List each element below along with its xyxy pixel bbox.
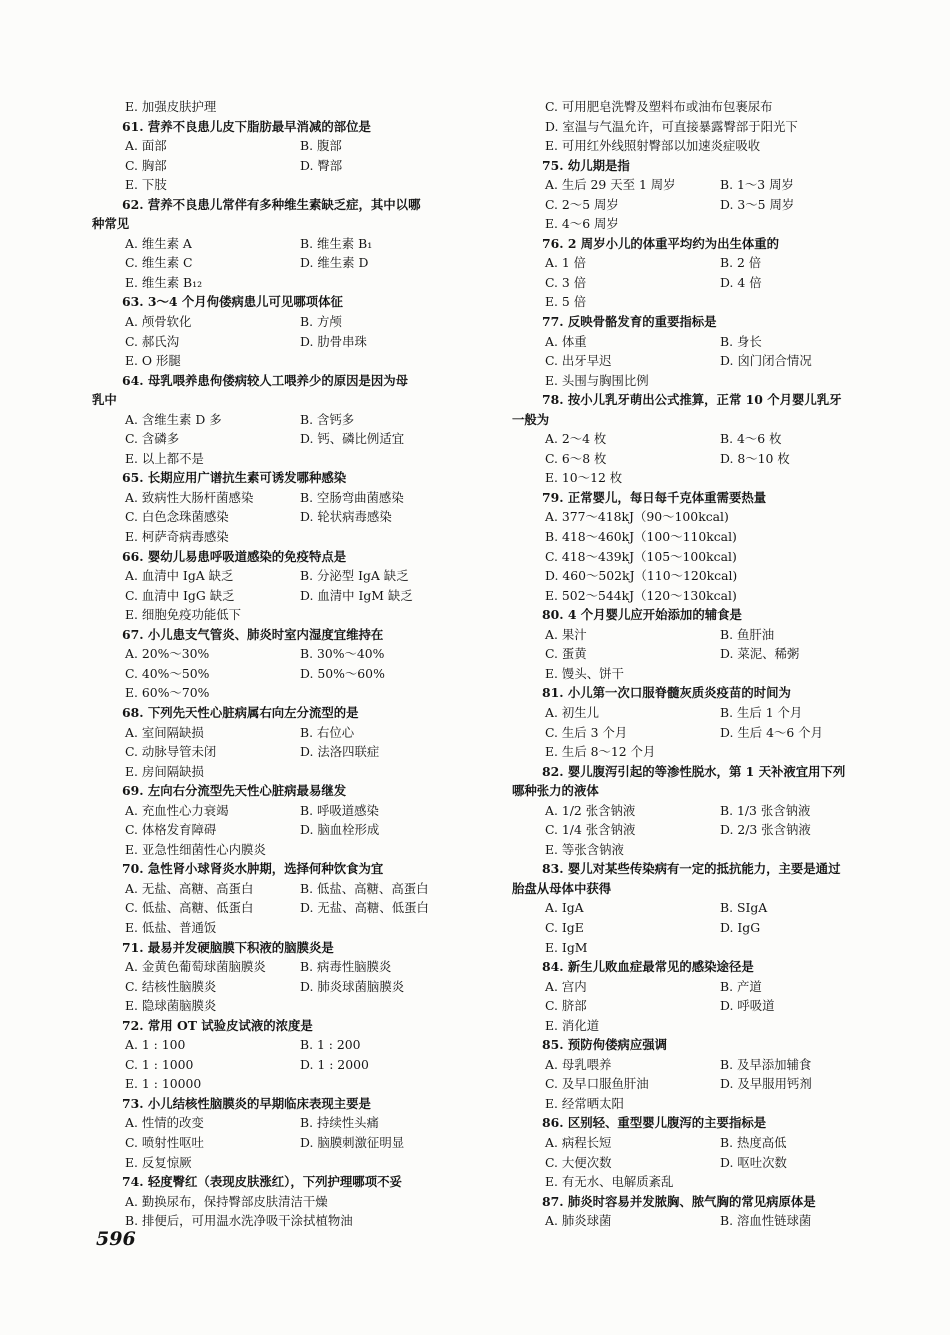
option-line — [92, 918, 490, 938]
question-stem-continuation — [92, 390, 490, 410]
option-text: B. 含钙多 — [300, 411, 355, 427]
option-line — [92, 683, 490, 703]
option-text: B. SIgA — [720, 900, 768, 916]
option-text: D. 脑膜刺激征明显 — [300, 1134, 405, 1150]
option-text: B. 1 : 200 — [300, 1037, 361, 1053]
option-line — [92, 840, 490, 860]
option-line — [512, 977, 902, 997]
question-text: 66. 婴幼儿易患呼吸道感染的免疫特点是 — [122, 548, 347, 564]
option-text: B. 热度高低 — [720, 1134, 787, 1150]
question-stem — [512, 605, 902, 625]
question-stem — [92, 1094, 490, 1114]
option-line — [512, 644, 902, 664]
option-text: A. 初生儿 — [545, 704, 599, 720]
option-line — [92, 977, 490, 997]
option-line — [512, 1055, 902, 1075]
option-text: E. 1 : 10000 — [125, 1076, 202, 1092]
question-text: 75. 幼儿期是指 — [542, 157, 630, 173]
option-text: D. 血清中 IgM 缺乏 — [300, 587, 413, 603]
option-text: B. 腹部 — [300, 138, 342, 154]
option-text: D. IgG — [720, 919, 761, 935]
option-line — [512, 1133, 902, 1153]
option-line — [92, 449, 490, 469]
option-text: B. 2 倍 — [720, 255, 762, 271]
option-text: B. 4～6 枚 — [720, 431, 782, 447]
option-line — [92, 1113, 490, 1133]
option-text: A. 宫内 — [545, 978, 587, 994]
option-line — [512, 332, 902, 352]
question-text: 65. 长期应用广谱抗生素可诱发哪种感染 — [122, 470, 347, 486]
option-text: A. 体重 — [545, 333, 587, 349]
option-line — [92, 312, 490, 332]
option-text: D. 50%～60% — [300, 665, 385, 681]
option-text: E. 下肢 — [125, 177, 167, 193]
option-text: B. 方颅 — [300, 314, 342, 330]
question-stem — [92, 195, 490, 215]
option-text: B. 分泌型 IgA 缺乏 — [300, 568, 409, 584]
question-text: 乳中 — [92, 392, 117, 408]
option-text: D. 轮状病毒感染 — [300, 509, 392, 525]
option-line — [92, 1211, 490, 1231]
option-text: A. 20%～30% — [125, 646, 210, 662]
option-line — [512, 1074, 902, 1094]
option-text: E. 以上都不是 — [125, 450, 204, 466]
option-text: B. 418～460kJ（100～110kcal) — [545, 529, 737, 545]
question-text: 83. 婴儿对某些传染病有一定的抵抗能力，主要是通过 — [542, 861, 841, 877]
option-line — [92, 97, 490, 117]
option-text: B. 低盐、高糖、高蛋白 — [300, 880, 429, 896]
option-line — [92, 1055, 490, 1075]
question-text: 84. 新生儿败血症最常见的感染途径是 — [542, 959, 754, 975]
option-line — [92, 1192, 490, 1212]
option-text: C. 1 : 1000 — [125, 1056, 194, 1072]
question-text: 86. 区别轻、重型婴儿腹泻的主要指标是 — [542, 1115, 767, 1131]
option-text: E. 馒头、饼干 — [545, 665, 624, 681]
option-line — [512, 840, 902, 860]
option-text: E. O 形腿 — [125, 353, 181, 369]
question-stem — [92, 781, 490, 801]
option-text: B. 溶血性链球菌 — [720, 1213, 812, 1229]
option-text: C. 白色念珠菌感染 — [125, 509, 229, 525]
option-text: D. 呕吐次数 — [720, 1154, 787, 1170]
option-text: B. 持续性头痛 — [300, 1115, 379, 1131]
option-text: C. 1/4 张含钠液 — [545, 822, 636, 838]
option-text: D. 3～5 周岁 — [720, 196, 795, 212]
option-text: A. 肺炎球菌 — [545, 1213, 612, 1229]
question-text: 69. 左向右分流型先天性心脏病最易继发 — [122, 783, 347, 799]
question-text: 76. 2 周岁小儿的体重平均约为出生体重的 — [542, 235, 780, 251]
option-text: D. 菜泥、稀粥 — [720, 646, 800, 662]
option-text: C. 动脉导管未闭 — [125, 744, 217, 760]
option-line — [512, 1016, 902, 1036]
option-line — [512, 351, 902, 371]
option-text: D. 肋骨串珠 — [300, 333, 367, 349]
option-text: C. 及早口服鱼肝油 — [545, 1076, 649, 1092]
option-text: D. 脑血栓形成 — [300, 822, 380, 838]
question-stem — [512, 234, 902, 254]
question-stem — [92, 371, 490, 391]
option-line — [92, 586, 490, 606]
question-stem — [512, 488, 902, 508]
option-line — [512, 117, 902, 137]
option-text: B. 维生素 B₁ — [300, 235, 373, 251]
option-text: B. 身长 — [720, 333, 762, 349]
option-text: D. 4 倍 — [720, 274, 762, 290]
question-stem — [92, 625, 490, 645]
option-text: C. 郝氏沟 — [125, 333, 180, 349]
option-text: E. 头围与胸围比例 — [545, 372, 649, 388]
question-stem-continuation — [512, 781, 902, 801]
option-text: A. 含维生素 D 多 — [125, 411, 222, 427]
option-line — [512, 566, 902, 586]
option-text: A. 1/2 张含钠液 — [545, 802, 636, 818]
option-text: A. 377～418kJ（90～100kcal) — [545, 509, 729, 525]
option-line — [92, 410, 490, 430]
option-line — [92, 820, 490, 840]
option-line — [92, 879, 490, 899]
option-text: D. 无盐、高糖、低蛋白 — [300, 900, 429, 916]
option-text: A. 1 : 100 — [125, 1037, 186, 1053]
option-text: B. 30%～40% — [300, 646, 385, 662]
option-text: E. 4～6 周岁 — [545, 216, 619, 232]
option-line — [92, 253, 490, 273]
option-line — [512, 547, 902, 567]
option-line — [92, 664, 490, 684]
question-text: 81. 小儿第一次口服脊髓灰质炎疫苗的时间为 — [542, 685, 791, 701]
question-text: 77. 反映骨骼发育的重要指标是 — [542, 314, 717, 330]
option-line — [92, 996, 490, 1016]
option-text: C. 可用肥皂洗臀及塑料布或油布包裹尿布 — [545, 99, 773, 114]
option-line — [92, 723, 490, 743]
option-text: E. IgM — [545, 939, 588, 955]
option-text: D. 1 : 2000 — [300, 1056, 369, 1072]
option-text: C. 血清中 IgG 缺乏 — [125, 587, 235, 603]
question-text: 哪种张力的液体 — [512, 783, 599, 799]
question-text: 72. 常用 OT 试验皮试液的浓度是 — [122, 1017, 313, 1033]
option-text: D. 法洛四联症 — [300, 744, 380, 760]
question-text: 70. 急性肾小球肾炎水肿期，选择何种饮食为宜 — [122, 861, 384, 877]
option-line — [92, 742, 490, 762]
question-text: 71. 最易并发硬脑膜下积液的脑膜炎是 — [122, 939, 334, 955]
right-column — [512, 97, 902, 1231]
page-number: 596 — [96, 1228, 136, 1250]
option-text: A. 果汁 — [545, 626, 587, 642]
option-text: D. 生后 4～6 个月 — [720, 724, 823, 740]
option-line — [92, 957, 490, 977]
option-line — [512, 175, 902, 195]
question-text: 64. 母乳喂养患佝偻病较人工喂养少的原因是因为母 — [122, 372, 409, 388]
option-text: C. 维生素 C — [125, 255, 193, 271]
option-line — [512, 938, 902, 958]
question-stem — [92, 468, 490, 488]
question-text: 73. 小儿结核性脑膜炎的早期临床表现主要是 — [122, 1095, 371, 1111]
option-text: C. 脐部 — [545, 998, 587, 1014]
question-stem — [92, 547, 490, 567]
question-text: 82. 婴儿腹泻引起的等渗性脱水，第 1 天补液宜用下列 — [542, 763, 846, 779]
option-text: D. 维生素 D — [300, 255, 369, 271]
question-text: 62. 营养不良患儿常伴有多种维生素缺乏症，其中以哪 — [122, 196, 421, 212]
option-line — [92, 1074, 490, 1094]
option-text: E. 房间隔缺损 — [125, 763, 204, 779]
option-line — [92, 605, 490, 625]
option-line — [92, 234, 490, 254]
option-text: A. 面部 — [125, 138, 167, 154]
question-stem — [512, 859, 902, 879]
option-text: C. 40%～50% — [125, 665, 210, 681]
option-text: A. 充血性心力衰竭 — [125, 802, 229, 818]
option-line — [512, 449, 902, 469]
question-stem — [92, 1016, 490, 1036]
question-stem-continuation — [92, 214, 490, 234]
question-stem — [92, 938, 490, 958]
option-text: C. 生后 3 个月 — [545, 724, 628, 740]
question-stem — [512, 762, 902, 782]
option-text: A. 室间隔缺损 — [125, 724, 204, 740]
option-line — [512, 1211, 902, 1231]
option-text: E. 亚急性细菌性心内膜炎 — [125, 841, 266, 857]
option-line — [512, 253, 902, 273]
option-text: E. 经常晒太阳 — [545, 1095, 624, 1111]
option-line — [512, 292, 902, 312]
question-text: 68. 下列先天性心脏病属右向左分流型的是 — [122, 704, 359, 720]
question-text: 67. 小儿患支气管炎、肺炎时室内湿度宜维持在 — [122, 626, 384, 642]
option-text: E. 消化道 — [545, 1017, 600, 1033]
option-text: E. 生后 8～12 个月 — [545, 744, 656, 760]
option-line — [92, 1035, 490, 1055]
option-text: C. 喷射性呕吐 — [125, 1134, 204, 1150]
option-text: B. 1/3 张含钠液 — [720, 802, 811, 818]
question-stem — [512, 683, 902, 703]
option-line — [512, 742, 902, 762]
option-line — [512, 1172, 902, 1192]
option-text: A. 血清中 IgA 缺乏 — [125, 568, 234, 584]
option-line — [92, 175, 490, 195]
option-text: E. 柯萨奇病毒感染 — [125, 529, 229, 545]
question-stem — [512, 156, 902, 176]
question-stem-continuation — [512, 879, 902, 899]
option-line — [512, 371, 902, 391]
option-line — [92, 644, 490, 664]
option-text: B. 排便后，可用温水洗净吸干涂拭植物油 — [125, 1213, 353, 1229]
option-line — [512, 586, 902, 606]
option-text: C. 结核性脑膜炎 — [125, 978, 217, 994]
option-line — [92, 156, 490, 176]
question-text: 种常见 — [92, 216, 130, 232]
option-text: D. 肺炎球菌脑膜炎 — [300, 978, 405, 994]
question-stem — [92, 117, 490, 137]
question-text: 80. 4 个月婴儿应开始添加的辅食是 — [542, 607, 742, 623]
option-line — [92, 488, 490, 508]
option-text: B. 右位心 — [300, 724, 355, 740]
option-text: A. 颅骨软化 — [125, 314, 192, 330]
option-text: E. 有无水、电解质紊乱 — [545, 1174, 674, 1190]
option-text: C. 2～5 周岁 — [545, 196, 619, 212]
option-line — [512, 723, 902, 743]
option-text: B. 呼吸道感染 — [300, 802, 379, 818]
option-text: B. 鱼肝油 — [720, 626, 775, 642]
left-column — [92, 97, 490, 1231]
option-line — [92, 332, 490, 352]
option-line — [512, 898, 902, 918]
option-line — [92, 527, 490, 547]
question-stem — [512, 390, 902, 410]
question-stem — [512, 1035, 902, 1055]
option-text: D. 8～10 枚 — [720, 450, 790, 466]
option-text: C. 体格发育障碍 — [125, 822, 217, 838]
option-line — [92, 429, 490, 449]
question-text: 87. 肺炎时容易并发脓胸、脓气胸的常见病原体是 — [542, 1193, 816, 1209]
option-text: A. 母乳喂养 — [545, 1056, 612, 1072]
option-text: C. 3 倍 — [545, 274, 587, 290]
option-text: E. 5 倍 — [545, 294, 587, 310]
option-text: C. 大便次数 — [545, 1154, 612, 1170]
option-text: C. 6～8 枚 — [545, 450, 607, 466]
option-line — [512, 996, 902, 1016]
option-text: E. 502～544kJ（120～130kcal) — [545, 587, 737, 603]
option-line — [512, 97, 902, 117]
question-stem — [92, 1172, 490, 1192]
option-text: A. 性情的改变 — [125, 1115, 204, 1131]
option-text: D. 呼吸道 — [720, 998, 775, 1014]
option-text: C. 蛋黄 — [545, 646, 587, 662]
option-line — [92, 898, 490, 918]
option-text: A. 2～4 枚 — [545, 431, 607, 447]
option-text: B. 1～3 周岁 — [720, 177, 794, 193]
option-text: E. 等张含钠液 — [545, 841, 624, 857]
option-line — [92, 566, 490, 586]
option-text: A. 致病性大肠杆菌感染 — [125, 489, 254, 505]
question-stem — [92, 703, 490, 723]
option-line — [512, 918, 902, 938]
question-stem — [92, 292, 490, 312]
option-text: B. 产道 — [720, 978, 762, 994]
question-stem — [512, 1113, 902, 1133]
option-text: A. 金黄色葡萄球菌脑膜炎 — [125, 959, 266, 975]
option-text: E. 隐球菌脑膜炎 — [125, 998, 217, 1014]
option-line — [512, 214, 902, 234]
option-line — [92, 136, 490, 156]
option-text: A. 勤换尿布，保持臀部皮肤清洁干燥 — [125, 1193, 328, 1209]
question-stem — [92, 859, 490, 879]
option-text: D. 室温与气温允许，可直接暴露臀部于阳光下 — [545, 118, 798, 134]
option-text: A. 病程长短 — [545, 1134, 612, 1150]
question-text: 61. 营养不良患儿皮下脂肪最早消减的部位是 — [122, 118, 371, 134]
option-text: A. 无盐、高糖、高蛋白 — [125, 880, 254, 896]
option-line — [512, 507, 902, 527]
option-line — [512, 1153, 902, 1173]
option-text: D. 钙、磷比例适宜 — [300, 431, 405, 447]
option-text: A. 1 倍 — [545, 255, 587, 271]
option-text: C. 含磷多 — [125, 431, 180, 447]
question-stem — [512, 312, 902, 332]
question-stem — [512, 1192, 902, 1212]
option-line — [512, 703, 902, 723]
option-text: E. 10～12 枚 — [545, 470, 623, 486]
option-text: C. 418～439kJ（105～100kcal) — [545, 548, 737, 564]
option-line — [92, 273, 490, 293]
option-text: E. 60%～70% — [125, 685, 210, 701]
option-text: B. 生后 1 个月 — [720, 704, 803, 720]
question-text: 胎盘从母体中获得 — [512, 880, 612, 896]
option-line — [512, 664, 902, 684]
question-text: 一般为 — [512, 411, 550, 427]
option-text: A. IgA — [545, 900, 584, 916]
option-text: A. 维生素 A — [125, 235, 192, 251]
option-text: C. 低盐、高糖、低蛋白 — [125, 900, 254, 916]
option-text: E. 可用红外线照射臀部以加速炎症吸收 — [545, 138, 761, 154]
question-text: 74. 轻度臀红（表现皮肤涨红），下列护理哪项不妥 — [122, 1174, 402, 1190]
option-line — [512, 273, 902, 293]
option-line — [512, 625, 902, 645]
option-line — [512, 468, 902, 488]
option-text: E. 维生素 B₁₂ — [125, 274, 203, 290]
question-text: 78. 按小儿乳牙萌出公式推算，正常 10 个月婴儿乳牙 — [542, 392, 842, 408]
option-line — [92, 762, 490, 782]
option-text: A. 生后 29 天至 1 周岁 — [545, 177, 676, 193]
option-text: C. 出牙早迟 — [545, 353, 612, 369]
option-text: E. 细胞免疫功能低下 — [125, 607, 242, 623]
option-line — [92, 801, 490, 821]
question-text: 85. 预防佝偻病应强调 — [542, 1037, 667, 1053]
option-line — [512, 1094, 902, 1114]
option-text: C. IgE — [545, 919, 584, 935]
option-line — [512, 429, 902, 449]
option-line — [512, 195, 902, 215]
option-text: E. 低盐、普通饭 — [125, 919, 217, 935]
option-line — [512, 136, 902, 156]
option-line — [512, 801, 902, 821]
option-text: D. 2/3 张含钠液 — [720, 822, 811, 838]
question-text: 79. 正常婴儿，每日每千克体重需要热量 — [542, 489, 767, 505]
option-line — [92, 1153, 490, 1173]
option-line — [92, 507, 490, 527]
option-text: B. 空肠弯曲菌感染 — [300, 489, 404, 505]
option-line — [512, 820, 902, 840]
option-text: D. 臀部 — [300, 157, 343, 173]
question-stem — [512, 957, 902, 977]
option-text: B. 及早添加辅食 — [720, 1056, 812, 1072]
option-text: B. 病毒性脑膜炎 — [300, 959, 392, 975]
option-text: D. 囟门闭合情况 — [720, 353, 812, 369]
option-line — [92, 1133, 490, 1153]
option-text: E. 反复惊厥 — [125, 1154, 192, 1170]
option-text: E. 加强皮肤护理 — [125, 99, 217, 114]
question-text: 63. 3～4 个月佝偻病患儿可见哪项体征 — [122, 294, 343, 310]
option-text: D. 及早服用钙剂 — [720, 1076, 812, 1092]
option-line — [512, 527, 902, 547]
option-text: C. 胸部 — [125, 157, 167, 173]
option-text: D. 460～502kJ（110～120kcal) — [545, 568, 738, 584]
option-line — [92, 351, 490, 371]
question-stem-continuation — [512, 410, 902, 430]
